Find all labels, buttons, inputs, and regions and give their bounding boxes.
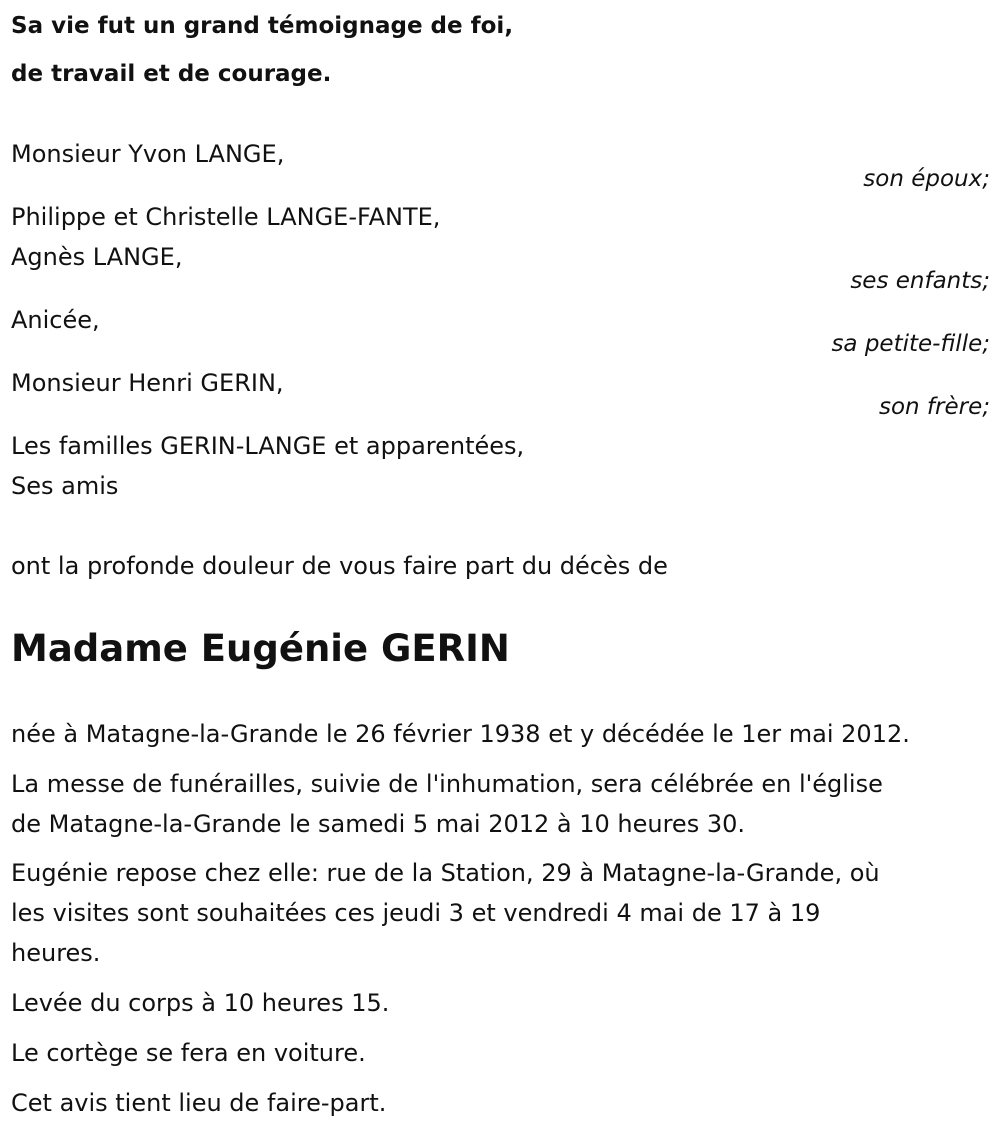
levee-text: Levée du corps à 10 heures 15. xyxy=(11,989,390,1017)
family-member-brother: Monsieur Henri GERIN, xyxy=(11,369,284,397)
family-member-child-2: Agnès LANGE, xyxy=(11,243,183,271)
notice-text: Cet avis tient lieu de faire-part. xyxy=(11,1089,387,1117)
announcement-text: ont la profonde douleur de vous faire part du décès de xyxy=(11,552,668,580)
visits-text-line-2: les visites sont souhaitées ces jeudi 3 et vendredi 4 mai de 17 à 19 xyxy=(11,899,821,927)
family-member-child-1: Philippe et Christelle LANGE-FANTE, xyxy=(11,203,441,231)
mass-text-line-1: La messe de funérailles, suivie de l'inhumation, sera célébrée en l'église xyxy=(11,770,883,798)
mass-text-line-2: de Matagne-la-Grande le samedi 5 mai 2012 à 10 heures 30. xyxy=(11,810,745,838)
cortege-text: Le cortège se fera en voiture. xyxy=(11,1039,366,1067)
birth-death-text: née à Matagne-la-Grande le 26 février 1938 et y décédée le 1er mai 2012. xyxy=(11,720,910,748)
relation-spouse: son époux; xyxy=(863,166,990,192)
family-member-granddaughter: Anicée, xyxy=(11,306,100,334)
deceased-name: Madame Eugénie GERIN xyxy=(11,627,510,670)
relation-granddaughter: sa petite-fille; xyxy=(831,331,990,357)
visits-text-line-1: Eugénie repose chez elle: rue de la Station, 29 à Matagne-la-Grande, où xyxy=(11,859,880,887)
relation-children: ses enfants; xyxy=(850,268,990,294)
relation-brother: son frère; xyxy=(878,394,990,420)
epitaph-line-1: Sa vie fut un grand témoignage de foi, xyxy=(11,13,514,39)
epitaph-line-2: de travail et de courage. xyxy=(11,61,332,87)
family-members-friends: Ses amis xyxy=(11,472,119,500)
family-members-relatives: Les familles GERIN-LANGE et apparentées, xyxy=(11,432,525,460)
family-member-spouse: Monsieur Yvon LANGE, xyxy=(11,140,285,168)
visits-text-line-3: heures. xyxy=(11,939,101,967)
